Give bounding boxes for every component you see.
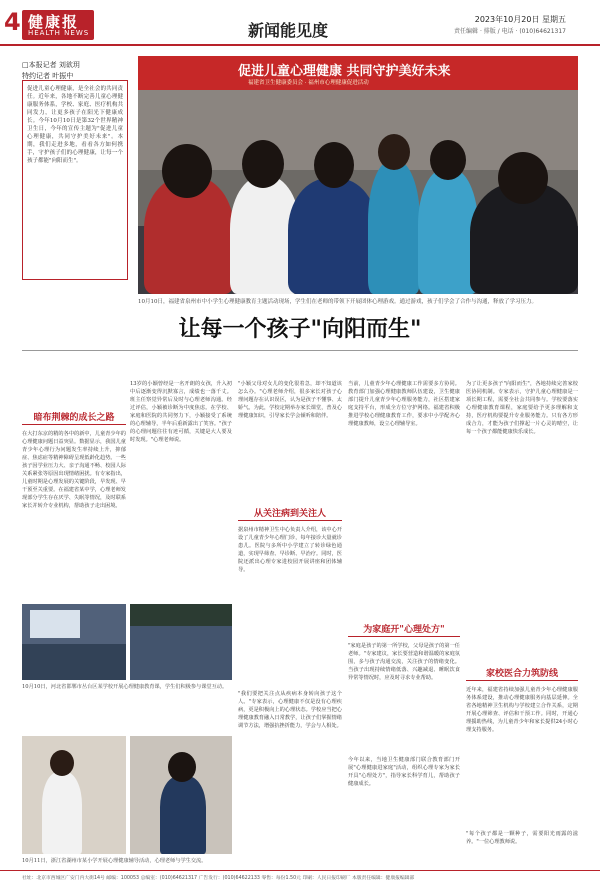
student-figure bbox=[160, 776, 206, 854]
teacher-head bbox=[378, 134, 410, 170]
issue-date: 2023年10月20日 星期五 bbox=[474, 15, 566, 24]
subheading-growth: 暗布荆棘的成长之路 bbox=[33, 413, 115, 423]
classroom-photo-caption: 10月10日，河北省邯郸市丛台区某学校开展心理健康教育课，学生们积极参与课堂互动。 bbox=[22, 684, 228, 690]
article-column: 在大打东京的精的各中的新中，儿童青少年的心理健康问题日益突显。数据显示，我国儿童青少年心理行为问题发生率持续上升，抑郁症、焦虑症等精神障碍呈现低龄化趋势。一些孩子因学业压力大、亲子沟通不畅、校园人际关系紧张等原因出现情绪困扰。有专家指出，儿童时期是心理发展的关键阶段，早发现、早干预至关重要。在福建省某中学，心理老师发现部分学生存在厌学、失眠等情况，及时联系家长并转介专业机构，帮助孩子走出困境。 bbox=[22, 431, 126, 509]
student-head bbox=[498, 152, 548, 204]
student-photo bbox=[130, 736, 232, 854]
event-banner bbox=[138, 56, 578, 90]
newspaper-logo bbox=[22, 10, 94, 40]
correspondent-credit: 特约记者 叶振中 bbox=[22, 72, 74, 80]
headline-divider bbox=[22, 350, 578, 351]
student-figure bbox=[288, 178, 378, 294]
article-column: "我们要把关注点从疾病本身转向孩子这个人。"专家表示，心理健康不仅是没有心理疾病，更是积极向上的心理状态。学校应当把心理健康教育融入日常教学，让孩子们掌握情绪调节方法，增强抗挫折能力，学会与人相处。 bbox=[238, 691, 342, 729]
counselor-figure bbox=[42, 772, 82, 854]
banner-title: 促进儿童心理健康 共同守护美好未来 bbox=[238, 64, 451, 79]
banner-subtitle: 福建省卫生健康委员会 · 福州市心理健康促进活动 bbox=[248, 80, 369, 86]
hero-caption: 10月10日，福建省泉州市中小学生心理健康教育主题活动现场，学生们在老师的带领下开展团体心理游戏。通过游戏，孩子们学会了合作与沟通，释放了学习压力。 bbox=[138, 299, 538, 305]
main-headline: 让每一个孩子"向阳而生" bbox=[178, 316, 422, 342]
article-column: 近年来，福建省持续加强儿童青少年心理健康服务体系建设，推动心理健康服务向基层延伸。全省各地精神卫生机构与学校建立合作关系，定期开展心理筛查、评估和干预工作。同时，开通心理援助热线，为儿童青少年和家长提供24小时心理支持服务。 bbox=[466, 687, 578, 733]
subheading-rule bbox=[238, 520, 342, 521]
article-column: "小颖父母对女儿的变化很着急，却不知道该怎么办。"心理老师介绍，很多家长对孩子心理问题存在认识误区，认为是孩子不懂事、太娇气。为此，学校定期举办家长课堂，普及心理健康知识，引导家长学会倾听和陪伴。 bbox=[238, 381, 342, 419]
classroom-blackboard bbox=[130, 604, 232, 626]
byline bbox=[22, 60, 80, 82]
projector-screen bbox=[30, 610, 80, 638]
counselor-head bbox=[50, 750, 74, 776]
student-head bbox=[168, 752, 196, 782]
student-head bbox=[314, 142, 354, 188]
article-column: 今年以来，当地卫生健康部门联合教育部门开展"心理健康进家庭"活动，组织心理专家为家长开具"心理处方"，指导家长科学育儿，帮助孩子健康成长。 bbox=[348, 757, 460, 787]
student-head bbox=[430, 140, 466, 180]
article-column: 据泉州市精神卫生中心负责人介绍，该中心开设了儿童青少年心理门诊，每年接诊大量就诊患儿。医院与多所中小学建立了转诊绿色通道，实现早筛查、早诊断、早治疗。同时，医院还派出心理专家进校园开展讲座和团体辅导。 bbox=[238, 527, 342, 573]
article-column: 当前，儿童青少年心理健康工作需要多方协同。教育部门加强心理健康教师队伍建设，卫生健康部门提升儿童青少年心理服务能力，社区搭建家庭支持平台，形成全方位守护网络。福建省积极推进学校心理健康教育工作，要求中小学配齐心理健康教师，设立心理辅导室。 bbox=[348, 381, 460, 427]
student-head bbox=[242, 140, 284, 188]
lead-box: 促进儿童心理健康，是全社会的共同责任。近年来，各地不断完善儿童心理健康服务体系，学校、家庭、医疗机构共同发力，让更多孩子在阳光下健康成长。今年10月10日是第32个世界精神卫生日，今年的宣传主题为"促进儿童心理健康，共同守护美好未来"。本期，我们走进多地，看看各方如何携手，守护孩子们的心理健康，让每一个孩子都能"向阳而生"。 bbox=[22, 80, 128, 280]
classroom-photo bbox=[22, 604, 126, 680]
student-figure bbox=[418, 168, 478, 294]
subheading-focus: 从关注病到关注人 bbox=[253, 509, 326, 519]
counseling-photo bbox=[22, 736, 126, 854]
logo-subtitle: HEALTH NEWS bbox=[28, 29, 90, 37]
reporter-credit: □本报记者 刘欲玥 bbox=[22, 61, 80, 69]
editor-info: 责任编辑 · 排版 / 电话 · (010)64621317 bbox=[454, 28, 566, 35]
subheading-rule bbox=[22, 424, 126, 425]
classroom-wide-photo bbox=[130, 604, 232, 680]
logo-title: 健康报 bbox=[28, 13, 80, 31]
subheading-family: 为家庭开"心理处方" bbox=[363, 625, 445, 635]
counseling-photo-caption: 10月11日，浙江省湖州市某小学开展心理健康辅导活动，心理老师与学生交流。 bbox=[22, 858, 207, 864]
student-head bbox=[162, 144, 212, 198]
article-column: "家庭是孩子的第一所学校，父母是孩子的第一任老师。"专家建议，家长要营造和谐温暖的家庭氛围，多与孩子沟通交流，关注孩子的情绪变化。当孩子出现持续情绪低落、兴趣减退、睡眠饮食异常等情况时，应及时寻求专业帮助。 bbox=[348, 643, 460, 681]
section-title: 新闻能见度 bbox=[248, 21, 329, 40]
hero-photo bbox=[138, 56, 578, 294]
subheading-rule bbox=[348, 636, 460, 637]
page-number: 4 bbox=[4, 8, 21, 36]
subheading-rule bbox=[466, 680, 578, 681]
article-column: "每个孩子都是一颗种子，需要阳光雨露的滋养。"一位心理教师说。 bbox=[466, 831, 578, 845]
article-column: 13岁的小颖曾经是一名开朗的女孩，升入初中后逐渐变得沉默寡言，成绩也一落千丈。班主任察觉异常后及时与心理老师沟通。经过评估，小颖被诊断为中度焦虑。在学校、家庭和医院的共同努力下，小颖接受了系统的心理辅导，半年后重新露出了笑容。"孩子的心理问题往往有迹可循，关键是大人要及时发现。"心理老师说。 bbox=[130, 381, 232, 443]
article-column: 为了让更多孩子"向阳而生"，各地持续完善家校医协同机制。专家表示，守护儿童心理健康是一项长期工程，需要全社会共同参与。学校要落实心理健康教育课程，家庭要给予更多理解和支持，医疗机构要提升专业服务能力。只有各方形成合力，才能为孩子们撑起一片心灵的晴空，让每一个孩子都能健康快乐成长。 bbox=[466, 381, 578, 435]
footer-text: 社址：北京市西城区广安门内大街14号 邮编：100053 总编室：(010)64621317 广告发行：(010)64622133 零售：每份1.50元 印刷：人民日报印刷厂 本版责任编辑：健康报编辑部 bbox=[22, 876, 415, 881]
masthead bbox=[0, 0, 600, 46]
subheading-cooperation: 家校医合力筑防线 bbox=[485, 669, 558, 679]
teacher-figure bbox=[368, 160, 420, 294]
page-footer bbox=[0, 870, 600, 886]
student-rows bbox=[22, 644, 126, 680]
